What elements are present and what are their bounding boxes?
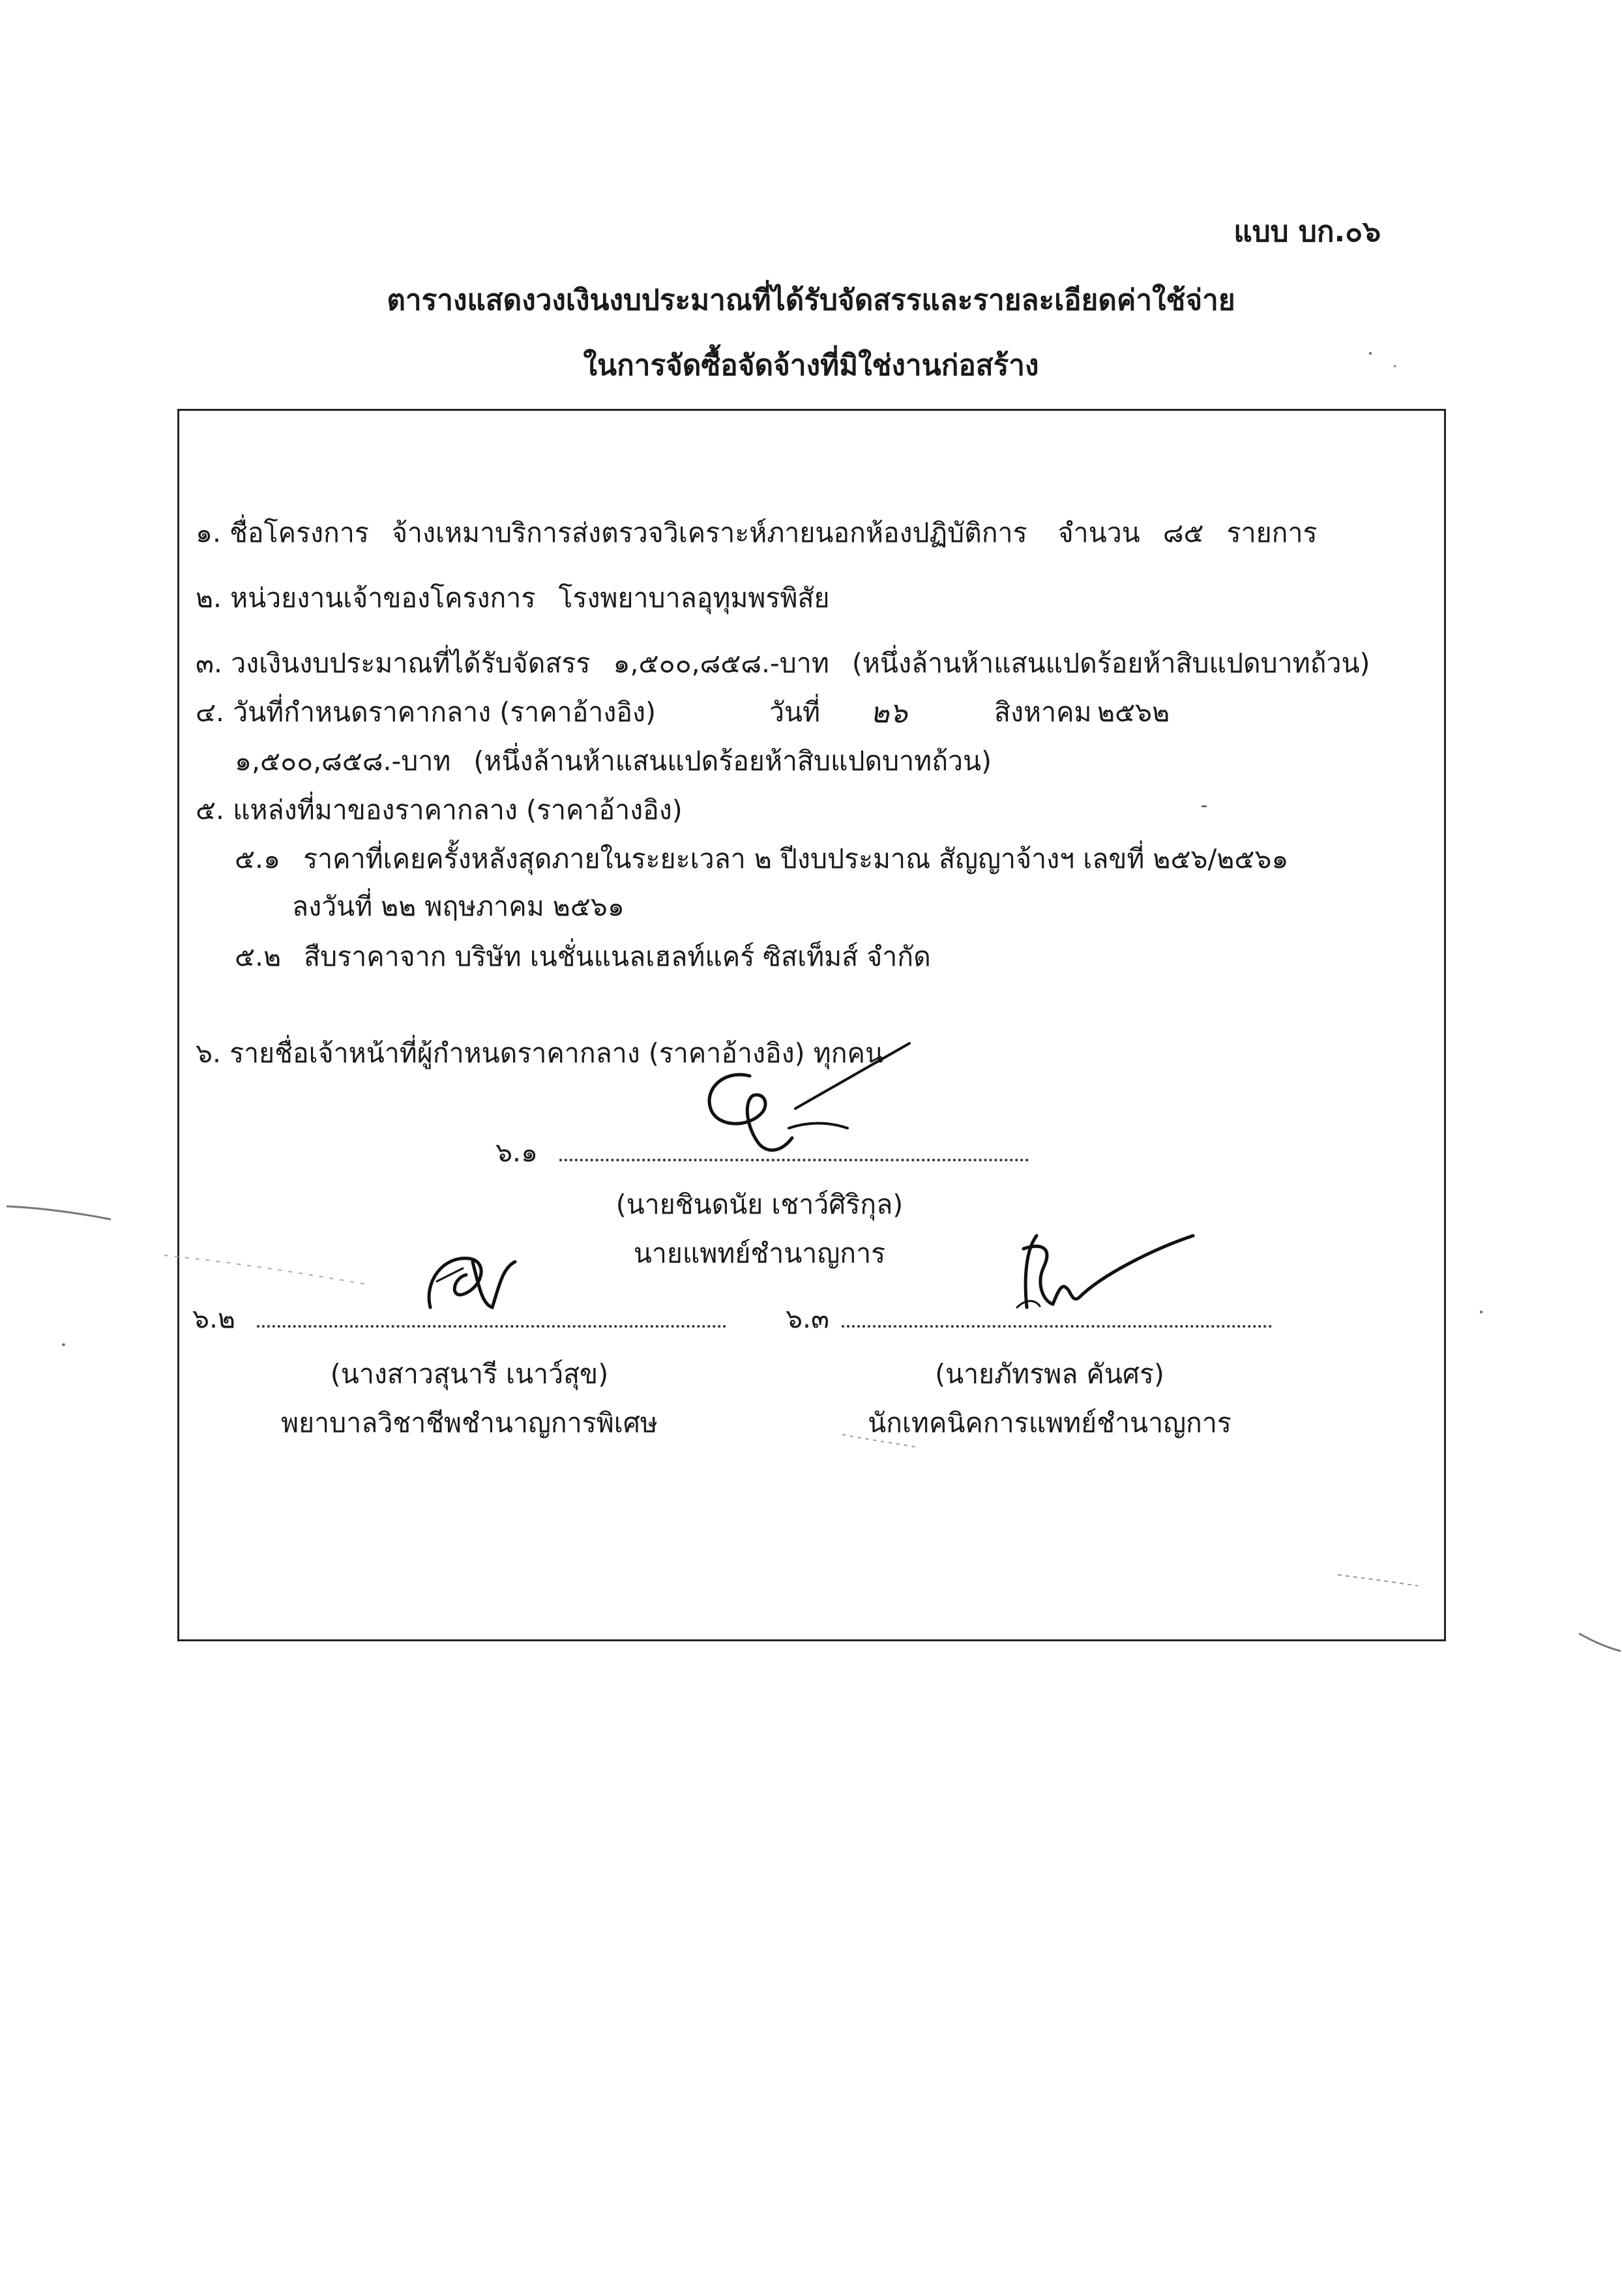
- item-5-label: ๕. แหล่งที่มาของราคากลาง (ราคาอ้างอิง): [196, 794, 683, 826]
- document-title-line-1: ตารางแสดงวงเงินงบประมาณที่ได้รับจัดสรรและรายละเอียดค่าใช้จ่าย: [387, 284, 1235, 317]
- signer-2-num: ๖.๒: [192, 1303, 236, 1334]
- item-1-qty-unit: รายการ: [1226, 517, 1318, 548]
- scan-speck: [1394, 365, 1396, 367]
- item-4-date-label: วันที่: [769, 696, 821, 728]
- item-3-amount: ๑,๕๐๐,๘๕๘.-บาท: [613, 648, 829, 679]
- item-5-1-row: [235, 838, 1288, 880]
- item-2-owner: โรงพยาบาลอุทุมพรพิสัย: [558, 582, 830, 614]
- item-5-1-text: ราคาที่เคยครั้งหลังสุดภายในระยะเวลา ๒ ปีงบประมาณ สัญญาจ้างฯ เลขที่ ๒๕๖/๒๕๖๑: [303, 843, 1289, 874]
- item-6-label: ๖. รายชื่อเจ้าหน้าที่ผู้กำหนดราคากลาง (ราคาอ้างอิง) ทุกคน: [196, 1037, 883, 1069]
- item-4-label: ๔. วันที่กำหนดราคากลาง (ราคาอ้างอิง): [196, 696, 656, 728]
- signer-1-name: (นายชินดนัย เชาว์ศิริกุล): [615, 1189, 904, 1220]
- form-code: แบบ บก.๐๖: [1233, 215, 1381, 248]
- signer-3-name: (นายภัทรพล คันศร): [935, 1358, 1164, 1390]
- item-3-label: ๓. วงเงินงบประมาณที่ได้รับจัดสรร: [196, 648, 591, 679]
- item-4-day: ๒๖: [870, 696, 907, 730]
- item-5-2-text: สืบราคาจาก บริษัท เนชั่นแนลเฮลท์แคร์ ซิสเท็มส์ จำกัด: [304, 941, 931, 972]
- signer-1-position: นายแพทย์ชำนาญการ: [633, 1238, 886, 1269]
- item-5-2-row: [235, 936, 931, 978]
- scan-speck: [62, 1343, 65, 1346]
- scan-streak: [0, 1200, 130, 1226]
- item-1-qty-label: จำนวน: [1057, 517, 1140, 548]
- item-4-month: สิงหาคม: [994, 696, 1092, 728]
- item-5-2-num: ๕.๒: [235, 941, 282, 972]
- item-2-label: ๒. หน่วยงานเจ้าของโครงการ: [196, 582, 536, 614]
- item-3-amount-words: (หนึ่งล้านห้าแสนแปดร้อยห้าสิบแปดบาทถ้วน): [851, 648, 1370, 679]
- item-4-amount-row: [235, 740, 992, 783]
- signer-3-position: นักเทคนิคการแพทย์ชำนาญการ: [868, 1407, 1231, 1439]
- document-title-line-2: ในการจัดซื้อจัดจ้างที่มิใช่งานก่อสร้าง: [583, 349, 1039, 382]
- item-5-1-num: ๕.๑: [235, 843, 281, 874]
- scan-streak: [841, 1431, 919, 1451]
- item-4-amount: ๑,๕๐๐,๘๕๘.-บาท: [235, 745, 451, 777]
- signer-2-name: (นางสาวสุนารี เนาว์สุข): [330, 1358, 609, 1390]
- scan-speck: [1201, 805, 1207, 807]
- scan-speck: [1369, 352, 1372, 355]
- signature-2-icon: [417, 1242, 528, 1320]
- signer-3-num: ๖.๓: [786, 1303, 830, 1334]
- item-1-qty: ๘๕: [1162, 517, 1204, 548]
- item-1-project-name: จ้างเหมาบริการส่งตรวจวิเคราะห์ภายนอกห้องปฏิบัติการ: [391, 517, 1027, 548]
- item-5-1-continuation: ลงวันที่ ๒๒ พฤษภาคม ๒๕๖๑: [292, 891, 625, 922]
- signer-2-position: พยาบาลวิชาชีพชำนาญการพิเศษ: [281, 1407, 658, 1439]
- item-3-row: [196, 642, 1370, 685]
- scan-streak: [163, 1252, 372, 1291]
- signer-1-num: ๖.๑: [495, 1137, 538, 1168]
- signature-3-icon: [997, 1229, 1245, 1340]
- item-1-label: ๑. ชื่อโครงการ: [196, 517, 369, 548]
- scan-streak: [1578, 1630, 1622, 1656]
- signature-1-icon: [678, 1030, 926, 1161]
- item-4-year: ๒๕๖๒: [1097, 696, 1170, 728]
- item-1-row: [196, 512, 1317, 554]
- scan-speck: [1480, 1311, 1482, 1313]
- item-4-amount-words: (หนึ่งล้านห้าแสนแปดร้อยห้าสิบแปดบาทถ้วน): [473, 745, 992, 777]
- scan-streak: [1336, 1572, 1421, 1591]
- item-2-row: [196, 577, 830, 619]
